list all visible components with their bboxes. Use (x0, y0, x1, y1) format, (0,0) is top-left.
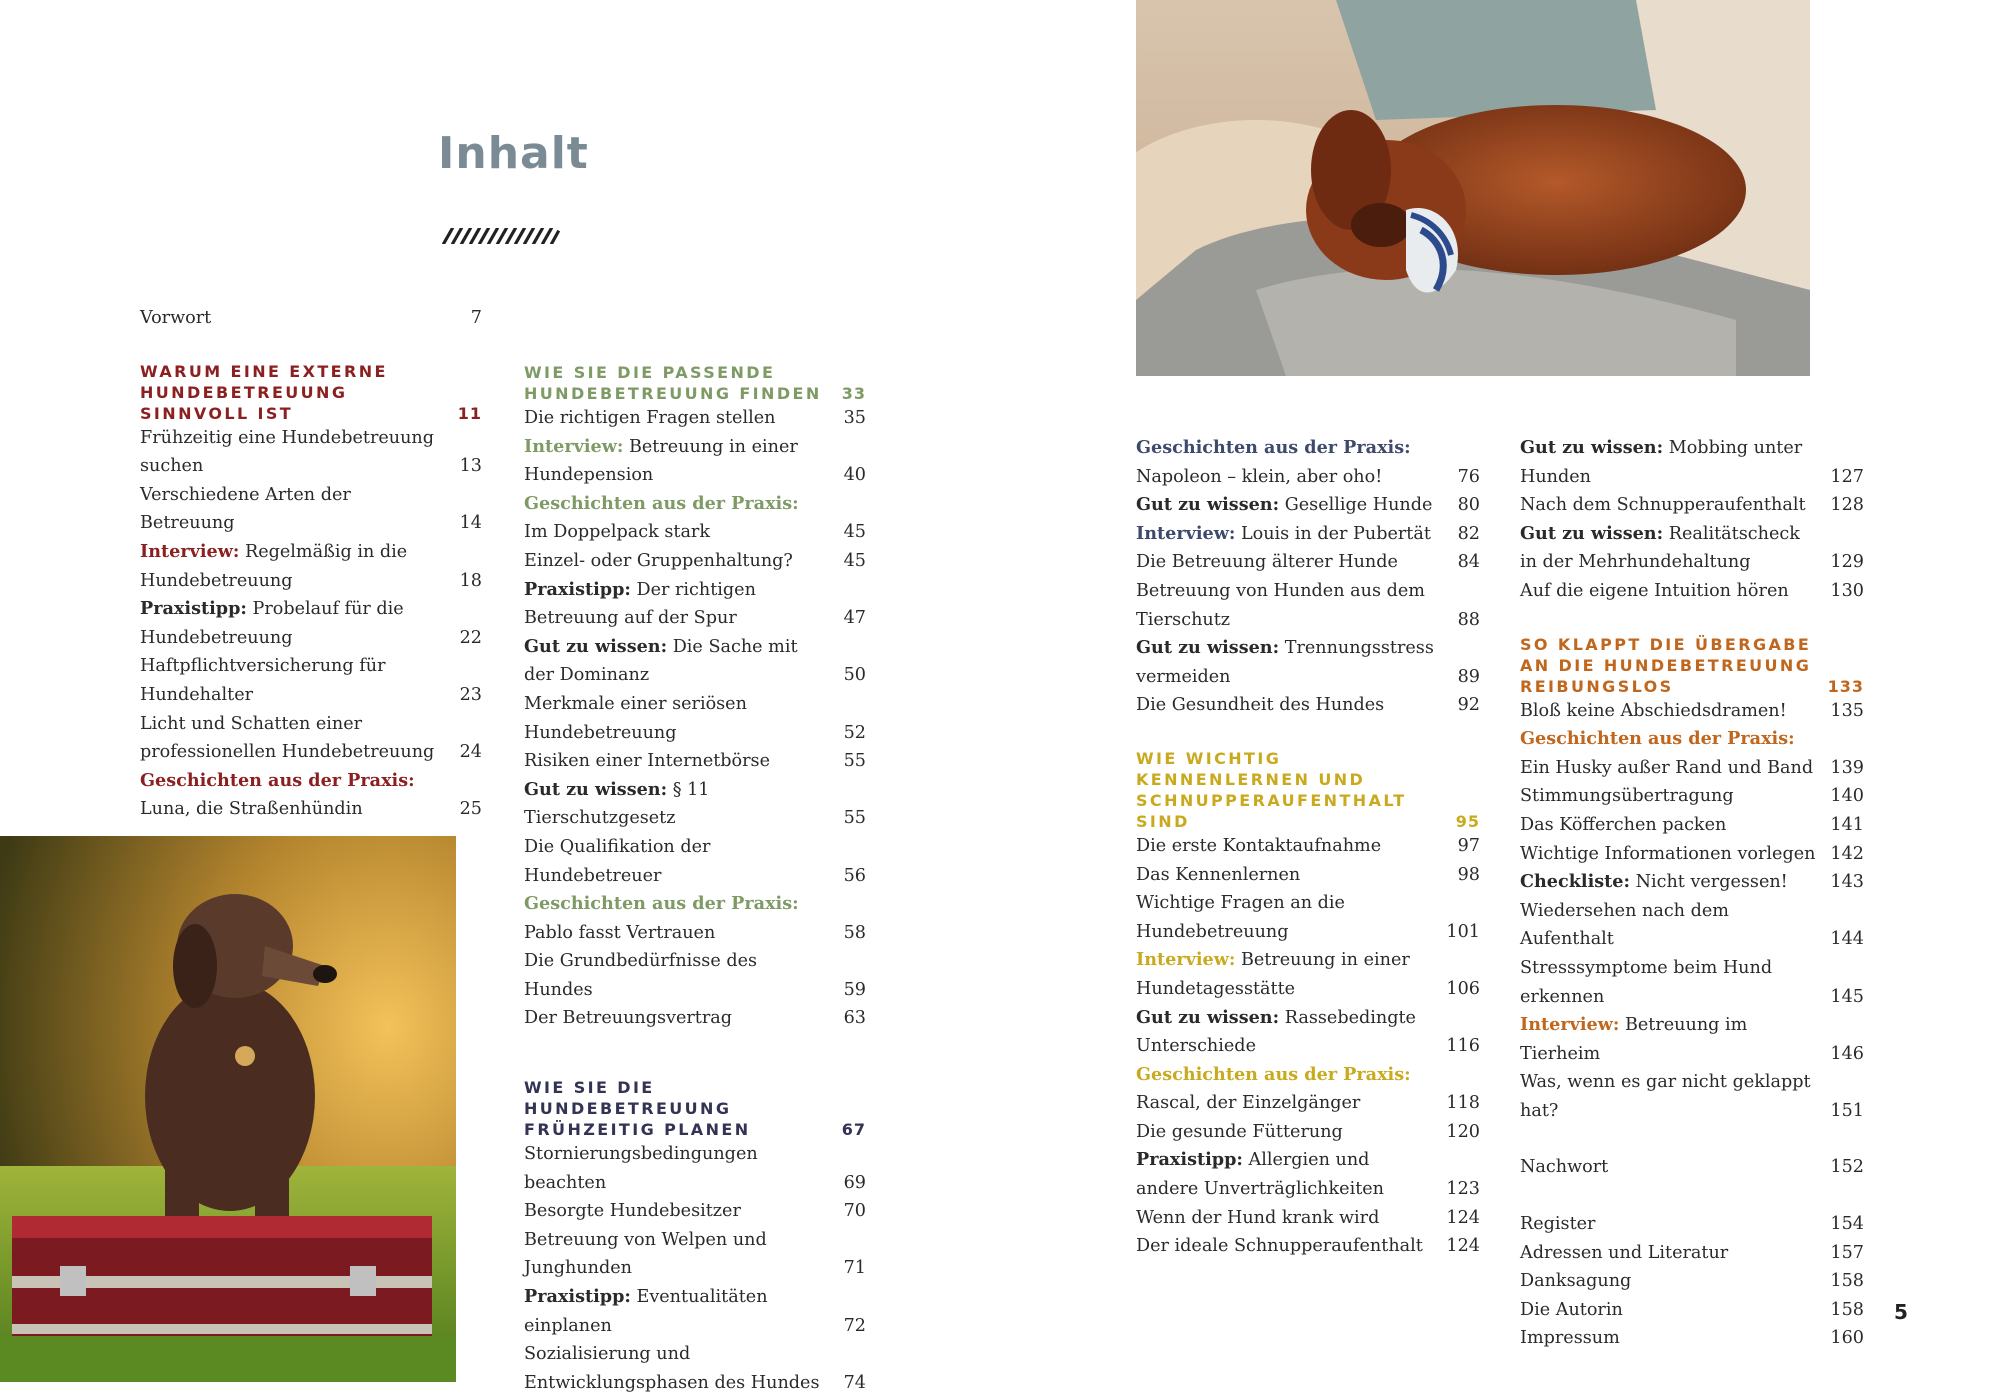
entry-title (1136, 548, 1452, 577)
entry-title (1136, 1204, 1446, 1233)
entry-title (524, 833, 838, 890)
entry-label: Praxistipp: (524, 1286, 631, 1308)
entry-title (1520, 434, 1830, 491)
toc-entry[interactable] (1520, 577, 1864, 606)
entry-title: Nachwort (1520, 1157, 1609, 1178)
entry-page: 101 (1446, 921, 1480, 942)
toc-entry[interactable] (524, 1283, 866, 1340)
toc-entry[interactable] (1136, 861, 1480, 890)
dog-on-sofa-photo (1136, 0, 1810, 376)
entry-text: Betreuung von Welpen und Junghunden (524, 1229, 767, 1279)
entry-page: 63 (843, 1008, 866, 1029)
entry-page: 128 (1830, 495, 1864, 516)
dachshund-on-suitcase-photo (0, 836, 456, 1382)
entry-title (1520, 811, 1830, 840)
toc-entry[interactable] (1136, 577, 1480, 634)
toc-entry[interactable] (524, 404, 866, 433)
entry-page: 123 (1446, 1179, 1480, 1200)
entry-page: 129 (1830, 552, 1864, 573)
entry-page: 25 (459, 799, 482, 820)
entry-title (1520, 782, 1830, 811)
entry-text: Wichtige Fragen an die Hundebetreuung (1136, 893, 1345, 942)
entry-text: Regelmäßig in die Hundebetreuung (140, 541, 408, 591)
entry-title (524, 890, 838, 947)
chapter-page: 67 (841, 1120, 866, 1140)
entry-page: 130 (1830, 580, 1864, 601)
entry-text: Wiedersehen nach dem Aufenthalt (1520, 900, 1729, 950)
entry-text: Haftpflichtversicherung für Hundehalter (140, 656, 386, 705)
chapter-heading[interactable] (1520, 634, 1864, 697)
toc-entry[interactable] (1520, 782, 1864, 811)
entry-page: 88 (1457, 609, 1480, 630)
entry-page: 89 (1457, 666, 1480, 687)
entry-page: 22 (459, 627, 482, 648)
entry-text: Betreuung im Tierheim (1520, 1015, 1748, 1064)
entry-title (1136, 434, 1452, 491)
entry-page: 52 (843, 722, 866, 743)
entry-text: Die Gesundheit des Hundes (1136, 695, 1385, 716)
toc-entry[interactable] (1520, 697, 1864, 726)
entry-title (1520, 520, 1830, 577)
entry-page: 7 (470, 308, 482, 328)
chapter-title: WARUM EINE EXTERNE HUNDEBETREUUNG SINNVOLL IST (140, 361, 388, 423)
entry-page: 72 (843, 1315, 866, 1336)
toc-entry[interactable] (524, 490, 866, 547)
entry-page: 120 (1446, 1121, 1480, 1142)
entry-label: Geschichten aus der Praxis: (140, 769, 415, 791)
toc-entry[interactable] (1520, 868, 1864, 897)
entry-title (524, 1283, 838, 1340)
entry-page: 124 (1446, 1236, 1480, 1257)
toc-entry[interactable] (1136, 634, 1480, 691)
toc-entry[interactable] (1520, 725, 1864, 782)
entry-title (1520, 868, 1830, 897)
entry-page: 80 (1457, 495, 1480, 516)
entry-text: Probelauf für die Hundebetreuung (140, 599, 404, 648)
entry-title (1520, 577, 1830, 606)
toc-entry[interactable] (1520, 840, 1864, 869)
entry-title (1520, 954, 1830, 1011)
toc-entry[interactable] (1136, 889, 1480, 946)
entry-text: Die Grundbedürfnisse des Hundes (524, 951, 758, 1000)
entry-text: Trennungsstress vermeiden (1136, 638, 1434, 687)
toc-entry[interactable] (140, 424, 482, 481)
entry-text: Betreuung in einer Hundetagesstätte (1136, 950, 1410, 999)
entry-page: 47 (843, 608, 866, 629)
entry-text: Einzel- oder Gruppenhaltung? (524, 550, 793, 571)
entry-text: Der ideale Schnupperaufenthalt (1136, 1236, 1423, 1257)
entry-text: Das Kennenlernen (1136, 864, 1301, 885)
entry-page: 70 (843, 1201, 866, 1222)
entry-title (1136, 946, 1446, 1003)
entry-title (1520, 840, 1830, 869)
toc-entry[interactable] (524, 1226, 866, 1283)
entry-text: Die Sache mit der Dominanz (524, 636, 798, 686)
entry-text: Was, wenn es gar nicht geklappt hat? (1520, 1072, 1811, 1121)
entry-text: Mobbing unter Hunden (1520, 438, 1803, 487)
entry-title (1136, 1004, 1446, 1061)
toc-entry[interactable] (524, 833, 866, 890)
entry-title (524, 547, 838, 576)
entry-title (1136, 491, 1452, 520)
entry-title (524, 690, 838, 747)
entry-page: 13 (459, 456, 482, 477)
toc-entry-nachwort[interactable] (1520, 1153, 1864, 1182)
entry-page: 74 (843, 1372, 866, 1393)
entry-page: 142 (1830, 843, 1864, 864)
entry-page: 24 (459, 742, 482, 763)
entry-page: 146 (1830, 1043, 1864, 1064)
toc-entry[interactable] (1136, 1004, 1480, 1061)
entry-title (1136, 1118, 1446, 1147)
entry-title (140, 595, 454, 652)
toc-column-3 (1136, 434, 1480, 1261)
toc-entry[interactable] (1136, 548, 1480, 577)
entry-text: Stresssymptome beim Hund erkennen (1520, 957, 1773, 1007)
entry-page: 92 (1457, 695, 1480, 716)
toc-entry[interactable] (1520, 434, 1864, 491)
entry-label: Geschichten aus der Praxis: (1136, 437, 1411, 458)
entry-label: Gut zu wissen: (1136, 1006, 1280, 1028)
toc-entry[interactable] (1136, 1232, 1480, 1261)
toc-entry[interactable] (524, 1004, 866, 1033)
toc-entry[interactable] (524, 433, 866, 490)
toc-column-4 (1520, 434, 1864, 1353)
entry-label: Gut zu wissen: (1136, 494, 1280, 516)
entry-page: 124 (1446, 1207, 1480, 1228)
toc-column-2 (524, 362, 866, 1397)
entry-title (1520, 491, 1830, 520)
toc-entry[interactable] (1520, 811, 1864, 840)
toc-entry[interactable] (524, 690, 866, 747)
entry-page: 45 (843, 522, 866, 543)
toc-entry[interactable] (1136, 1146, 1480, 1203)
entry-text: Auf die eigene Intuition hören (1520, 580, 1789, 601)
toc-entry[interactable] (1136, 946, 1480, 1003)
entry-title (524, 1226, 838, 1283)
entry-label: Gut zu wissen: (1136, 637, 1280, 659)
entry-label: Gut zu wissen: (1520, 437, 1664, 458)
entry-label: Interview: (140, 540, 240, 562)
entry-page: 98 (1457, 864, 1480, 885)
toc-entry[interactable] (140, 481, 482, 538)
entry-page: 84 (1457, 552, 1480, 573)
entry-label: Gut zu wissen: (1520, 522, 1664, 544)
entry-text: Licht und Schatten einer professionellen Hundebetreuung (140, 713, 435, 763)
toc-entry[interactable] (140, 767, 482, 824)
toc-entry[interactable] (524, 576, 866, 633)
entry-page: 106 (1446, 978, 1480, 999)
entry-text: Nicht vergessen! (1635, 872, 1788, 893)
entry-title (524, 633, 838, 690)
toc-entry[interactable] (524, 747, 866, 776)
toc-entry[interactable] (524, 890, 866, 947)
toc-entry[interactable] (1136, 520, 1480, 549)
entry-page: 58 (843, 922, 866, 943)
entry-page: 140 (1830, 786, 1864, 807)
entry-page: 118 (1446, 1093, 1480, 1114)
entry-page: 152 (1830, 1157, 1864, 1178)
entry-page: 151 (1830, 1100, 1864, 1121)
entry-text: Frühzeitig eine Hundebetreuung suchen (140, 427, 435, 477)
entry-text: Pablo fasst Vertrauen (524, 922, 716, 943)
entry-text: Risiken einer Internetbörse (524, 751, 771, 772)
entry-text: Die Betreuung älterer Hunde (1136, 552, 1398, 573)
toc-entry[interactable] (524, 1140, 866, 1197)
chapter-page: 133 (1827, 676, 1864, 696)
toc-entry[interactable] (1520, 1267, 1864, 1296)
chapter-heading[interactable] (140, 361, 482, 424)
entry-page: 157 (1830, 1242, 1864, 1263)
entry-title (1136, 1061, 1446, 1118)
toc-entry[interactable] (524, 947, 866, 1004)
entry-page: 145 (1830, 986, 1864, 1007)
entry-text: Ein Husky außer Rand und Band (1520, 757, 1814, 778)
entry-title (524, 404, 838, 433)
entry-text: Adressen und Literatur (1520, 1242, 1729, 1263)
entry-text: § 11 Tierschutzgesetz (524, 779, 710, 829)
entry-text: Der Betreuungsvertrag (524, 1008, 733, 1029)
entry-text: Bloß keine Abschiedsdramen! (1520, 700, 1787, 721)
entry-text: Stornierungsbedingungen beachten (524, 1144, 758, 1193)
entry-page: 69 (843, 1172, 866, 1193)
entry-text: Besorgte Hundebesitzer (524, 1201, 741, 1222)
entry-title (524, 776, 838, 833)
chapter-heading[interactable] (524, 1077, 866, 1140)
toc-entry[interactable] (524, 1340, 866, 1397)
entry-page: 23 (459, 684, 482, 705)
entry-title (1520, 1068, 1830, 1125)
entry-title (524, 1340, 838, 1397)
entry-label: Geschichten aus der Praxis: (524, 492, 799, 514)
entry-title (524, 1140, 838, 1197)
entry-title (1520, 697, 1830, 726)
page-number: 5 (1894, 1300, 1908, 1324)
entry-page: 35 (843, 408, 866, 428)
entry-label: Checkliste: (1520, 871, 1630, 893)
entry-title (1136, 520, 1452, 549)
entry-title (1520, 1239, 1830, 1268)
entry-title (1520, 1324, 1830, 1353)
entry-text: Die Qualifikation der Hundebetreuer (524, 836, 711, 886)
entry-title (1136, 832, 1452, 861)
entry-label: Gut zu wissen: (524, 778, 668, 800)
toc-entry[interactable] (1520, 491, 1864, 520)
toc-entry[interactable] (1520, 1011, 1864, 1068)
entry-text: Nach dem Schnupperaufenthalt (1520, 495, 1806, 516)
entry-text: Wichtige Informationen vorlegen (1520, 843, 1816, 864)
entry-title (1136, 1146, 1446, 1203)
entry-text: Die richtigen Fragen stellen (524, 408, 776, 428)
entry-page: 158 (1830, 1271, 1864, 1292)
toc-entry[interactable] (524, 1197, 866, 1226)
entry-text: Luna, die Straßenhündin (140, 799, 363, 820)
entry-title (1136, 577, 1452, 634)
entry-title (1520, 1011, 1830, 1068)
toc-column-1 (140, 304, 482, 824)
entry-text: Sozialisierung und Entwicklungsphasen des Hundes (524, 1344, 820, 1393)
entry-text: Das Köfferchen packen (1520, 814, 1727, 835)
entry-page: 82 (1457, 523, 1480, 544)
entry-title (1136, 634, 1452, 691)
toc-entry[interactable] (1520, 1239, 1864, 1268)
entry-text: Eventualitäten einplanen (524, 1287, 768, 1336)
toc-entry[interactable] (140, 595, 482, 652)
entry-title (140, 424, 454, 481)
entry-label: Praxistipp: (524, 578, 631, 600)
entry-page: 55 (843, 751, 866, 772)
entry-text: Die erste Kontaktaufnahme (1136, 835, 1382, 856)
entry-title (1136, 861, 1452, 890)
toc-entry[interactable] (1520, 520, 1864, 577)
entry-label: Gut zu wissen: (524, 635, 668, 657)
entry-title (524, 1004, 838, 1033)
entry-label: Interview: (524, 435, 624, 457)
entry-label: Geschichten aus der Praxis: (524, 893, 799, 915)
entry-title (140, 481, 454, 538)
entry-title (140, 767, 454, 824)
entry-page: 76 (1457, 466, 1480, 487)
entry-text: Betreuung von Hunden aus dem Tierschutz (1136, 580, 1425, 630)
entry-page: 14 (459, 513, 482, 534)
toc-entry[interactable] (140, 538, 482, 595)
chapter-page: 33 (841, 384, 866, 403)
entry-label: Praxistipp: (1136, 1149, 1243, 1171)
toc-entry[interactable] (524, 547, 866, 576)
entry-title (1520, 1267, 1830, 1296)
entry-text: Betreuung in einer Hundepension (524, 436, 798, 486)
entry-text: Der richtigen Betreuung auf der Spur (524, 579, 756, 629)
entry-title (1520, 1210, 1830, 1239)
entry-text: Die Autorin (1520, 1299, 1623, 1320)
entry-text: Stimmungsübertragung (1520, 786, 1734, 807)
entry-page: 144 (1830, 929, 1864, 950)
entry-title (140, 652, 454, 709)
entry-text: Gesellige Hunde (1284, 495, 1433, 516)
toc-entry[interactable] (140, 652, 482, 709)
entry-page: 97 (1457, 835, 1480, 856)
toc-entry[interactable] (1520, 1296, 1864, 1325)
entry-label: Interview: (1136, 522, 1236, 544)
entry-text: Im Doppelpack stark (524, 522, 711, 543)
entry-page: 116 (1446, 1036, 1480, 1057)
entry-text: Louis in der Pubertät (1240, 523, 1431, 544)
entry-page: 18 (459, 570, 482, 591)
toc-entry[interactable] (140, 710, 482, 767)
entry-title: Vorwort (140, 308, 212, 328)
entry-title (1520, 725, 1830, 782)
toc-entry[interactable] (1136, 1118, 1480, 1147)
chapter-title: SO KLAPPT DIE ÜBERGABE AN DIE HUNDEBETREUUNG REIBUNGSLOS (1520, 634, 1812, 696)
entry-text: Realitätscheck in der Mehrhundehaltung (1520, 523, 1800, 573)
entry-text: Danksagung (1520, 1271, 1632, 1292)
entry-page: 154 (1830, 1214, 1864, 1235)
entry-page: 45 (843, 550, 866, 571)
toc-entry[interactable] (524, 633, 866, 690)
entry-page: 127 (1830, 466, 1864, 487)
entry-page: 160 (1830, 1328, 1864, 1349)
entry-title (524, 747, 838, 776)
entry-text: Napoleon – klein, aber oho! (1136, 466, 1383, 487)
toc-entry[interactable] (524, 776, 866, 833)
entry-text: Allergien und andere Unverträglichkeiten (1136, 1150, 1385, 1200)
entry-page: 71 (843, 1258, 866, 1279)
entry-page: 50 (843, 665, 866, 686)
entry-page: 40 (843, 465, 866, 486)
toc-entry[interactable] (1520, 1210, 1864, 1239)
entry-page: 59 (843, 979, 866, 1000)
entry-title (524, 490, 838, 547)
entry-text: Die gesunde Fütterung (1136, 1121, 1343, 1142)
entry-title (1136, 889, 1446, 946)
toc-entry[interactable] (1520, 954, 1864, 1011)
entry-page: 139 (1830, 757, 1864, 778)
toc-entry[interactable] (1136, 491, 1480, 520)
entry-page: 158 (1830, 1299, 1864, 1320)
toc-entry[interactable] (1520, 1324, 1864, 1353)
entry-title (1136, 1232, 1446, 1261)
entry-title (1520, 897, 1830, 954)
chapter-heading[interactable] (524, 362, 866, 404)
entry-title (524, 433, 838, 490)
entry-title (1520, 1296, 1830, 1325)
chapter-heading[interactable] (1136, 748, 1480, 832)
hatch-ornament (442, 228, 560, 244)
page-title: Inhalt (438, 128, 589, 179)
chapter-title: WIE SIE DIE HUNDEBETREUUNG FRÜHZEITIG PLANEN (524, 1078, 751, 1140)
entry-page: 135 (1830, 700, 1864, 721)
entry-page: 55 (843, 808, 866, 829)
entry-page: 143 (1830, 872, 1864, 893)
chapter-title: WIE WICHTIG KENNENLERNEN UND SCHNUPPERAUFENTHALT SIND (1136, 748, 1407, 831)
toc-entry[interactable] (1136, 434, 1480, 491)
toc-entry[interactable] (1520, 897, 1864, 954)
entry-title (524, 576, 838, 633)
toc-entry[interactable] (1136, 1061, 1480, 1118)
chapter-page: 11 (457, 403, 482, 423)
toc-entry-vorwort[interactable] (140, 304, 482, 333)
entry-text: Impressum (1520, 1328, 1620, 1349)
entry-text: Rassebedingte Unterschiede (1136, 1007, 1416, 1057)
entry-label: Geschichten aus der Praxis: (1520, 728, 1795, 750)
entry-page: 56 (843, 865, 866, 886)
entry-label: Geschichten aus der Praxis: (1136, 1063, 1411, 1085)
entry-text: Rascal, der Einzelgänger (1136, 1093, 1361, 1114)
toc-entry[interactable] (1136, 1204, 1480, 1233)
entry-text: Register (1520, 1214, 1596, 1235)
toc-entry[interactable] (1136, 832, 1480, 861)
chapter-page: 95 (1455, 811, 1480, 831)
entry-text: Wenn der Hund krank wird (1136, 1207, 1380, 1228)
entry-text: Verschiedene Arten der Betreuung (140, 484, 351, 534)
toc-entry[interactable] (1520, 1068, 1864, 1125)
entry-title (524, 947, 838, 1004)
toc-entry[interactable] (1136, 691, 1480, 720)
entry-title (1136, 691, 1452, 720)
entry-page: 141 (1830, 814, 1864, 835)
entry-title (140, 538, 454, 595)
chapter-title: WIE SIE DIE PASSENDE HUNDEBETREUUNG FINDEN (524, 363, 822, 403)
entry-label: Praxistipp: (140, 598, 247, 620)
entry-title (140, 710, 454, 767)
entry-label: Interview: (1520, 1014, 1620, 1036)
entry-text: Merkmale einer seriösen Hundebetreuung (524, 693, 747, 743)
entry-label: Interview: (1136, 949, 1236, 971)
entry-title (524, 1197, 838, 1226)
